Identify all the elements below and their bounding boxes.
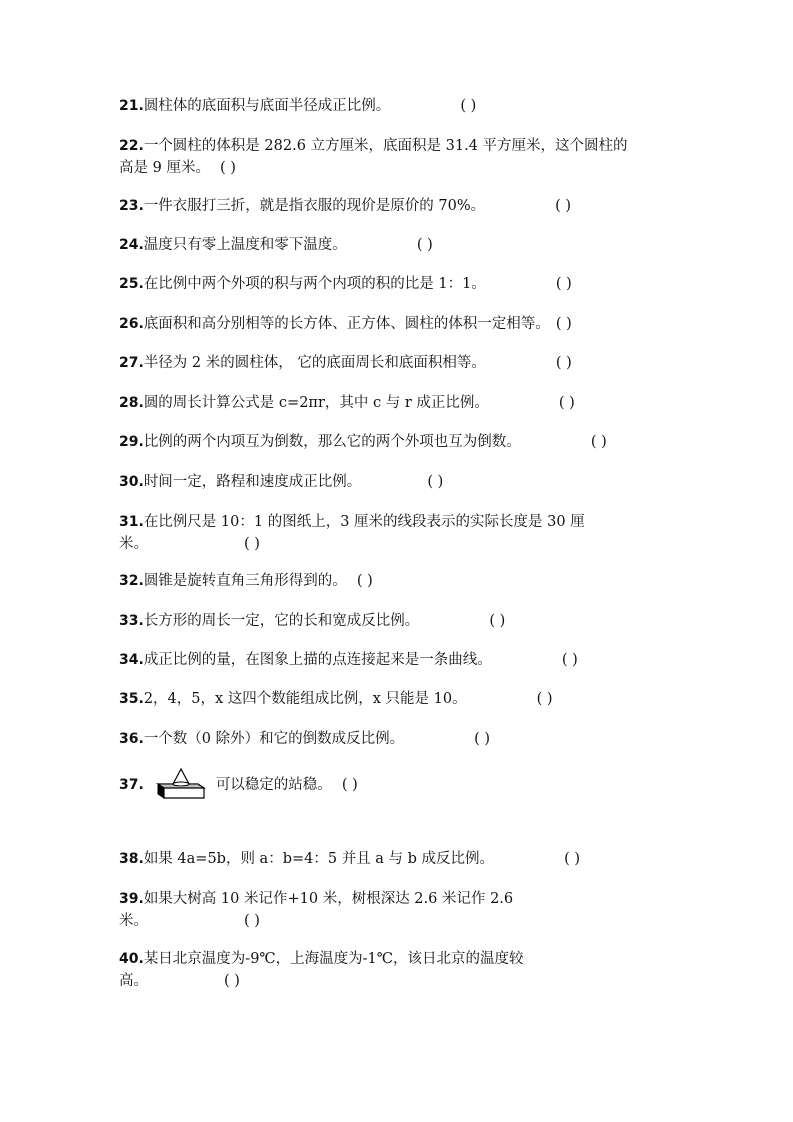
question-number: 30. [119,474,144,490]
question-text: 成正比例的量，在图象上描的点连接起来是一条曲线。 [143,652,492,668]
question-36 [119,728,679,750]
question-30 [119,471,679,493]
question-text: 一件衣服打三折，就是指衣服的现价是原价的 70%。 [143,198,486,214]
answer-blank[interactable]: ( ) [590,434,607,450]
answer-blank[interactable]: ( ) [564,851,580,867]
answer-blank[interactable]: ( ) [489,613,506,629]
question-text: 比例的两个内项互为倒数，那么它的两个外项也互为倒数。 [143,434,521,450]
answer-blank[interactable]: ( ) [416,237,433,253]
answer-blank[interactable]: ( ) [555,198,572,214]
answer-blank[interactable]: ( ) [219,160,236,176]
question-number: 22. [119,138,144,154]
answer-blank[interactable]: ( ) [561,652,578,668]
question-22 [119,135,679,179]
question-text-continued: 高是 9 厘米。 [119,160,210,176]
question-number: 37. [119,777,144,793]
question-39 [119,888,679,932]
answer-blank[interactable]: ( ) [244,913,260,929]
question-text: 底面积和高分别相等的长方体、正方体、圆柱的体积一定相等。 [143,316,550,332]
question-number: 21. [119,98,144,114]
question-35 [119,688,679,710]
answer-blank[interactable]: ( ) [427,474,444,490]
question-text: 某日北京温度为-9℃，上海温度为-1℃，该日北京的温度较 [143,951,524,967]
question-number: 27. [119,355,144,371]
question-text: 一个数（0 除外）和它的倒数成反比例。 [143,731,405,747]
question-29 [119,431,679,453]
answer-blank[interactable]: ( ) [356,573,373,589]
cone-on-block-icon [148,768,206,802]
question-26 [119,313,679,335]
question-text: 一个圆柱的体积是 282.6 立方厘米，底面积是 31.4 平方厘米，这个圆柱的 [143,138,628,154]
question-text-continued: 米。 [119,913,148,929]
question-text: 圆柱体的底面积与底面半径成正比例。 [143,98,391,114]
answer-blank[interactable]: ( ) [244,536,260,552]
question-27 [119,352,679,374]
question-text: 在比例中两个外项的积与两个内项的积的比是 1：1。 [143,276,486,292]
question-number: 28. [119,395,144,411]
answer-blank[interactable]: ( ) [555,316,572,332]
question-text: 半径为 2 米的圆柱体， 它的底面周长和底面积相等。 [143,355,486,371]
question-33 [119,610,679,632]
question-text: 可以稳定的站稳。 [215,777,332,793]
question-text: 2，4，5，x 这四个数能组成比例，x 只能是 10。 [143,691,467,707]
question-text-continued: 米。 [119,536,148,552]
question-text: 温度只有零上温度和零下温度。 [143,237,347,253]
question-28 [119,392,679,414]
answer-blank[interactable]: ( ) [474,731,491,747]
question-text: 长方形的周长一定，它的长和宽成反比例。 [143,613,420,629]
question-number: 40. [119,951,144,967]
question-number: 31. [119,514,144,530]
question-21 [119,95,679,117]
question-number: 26. [119,316,144,332]
question-40 [119,948,679,992]
question-number: 38. [119,851,144,867]
question-31 [119,511,679,555]
answer-blank[interactable]: ( ) [224,973,240,989]
question-text: 如果 4a=5b，则 a：b=4：5 并且 a 与 b 成反比例。 [143,851,495,867]
question-37 [119,768,679,802]
answer-blank[interactable]: ( ) [558,395,575,411]
question-number: 34. [119,652,144,668]
question-text: 时间一定，路程和速度成正比例。 [143,474,362,490]
question-number: 25. [119,276,144,292]
question-number: 29. [119,434,144,450]
question-34 [119,649,679,671]
question-number: 32. [119,573,144,589]
question-32 [119,570,679,592]
question-24 [119,234,679,256]
question-number: 39. [119,891,144,907]
question-number: 23. [119,198,144,214]
answer-blank[interactable]: ( ) [536,691,553,707]
question-number: 24. [119,237,144,253]
answer-blank[interactable]: ( ) [555,355,572,371]
question-25 [119,273,679,295]
question-number: 35. [119,691,144,707]
question-text: 圆的周长计算公式是 c=2πr，其中 c 与 r 成正比例。 [143,395,489,411]
question-text: 圆锥是旋转直角三角形得到的。 [143,573,347,589]
answer-blank[interactable]: ( ) [555,276,572,292]
question-38 [119,848,679,870]
question-text: 如果大树高 10 米记作+10 米，树根深达 2.6 米记作 2.6 [143,891,514,907]
question-text-continued: 高。 [119,973,148,989]
question-number: 33. [119,613,144,629]
answer-blank[interactable]: ( ) [460,98,477,114]
question-number: 36. [119,731,144,747]
answer-blank[interactable]: ( ) [341,777,358,793]
question-text: 在比例尺是 10：1 的图纸上，3 厘米的线段表示的实际长度是 30 厘 [143,514,585,530]
question-23 [119,195,679,217]
